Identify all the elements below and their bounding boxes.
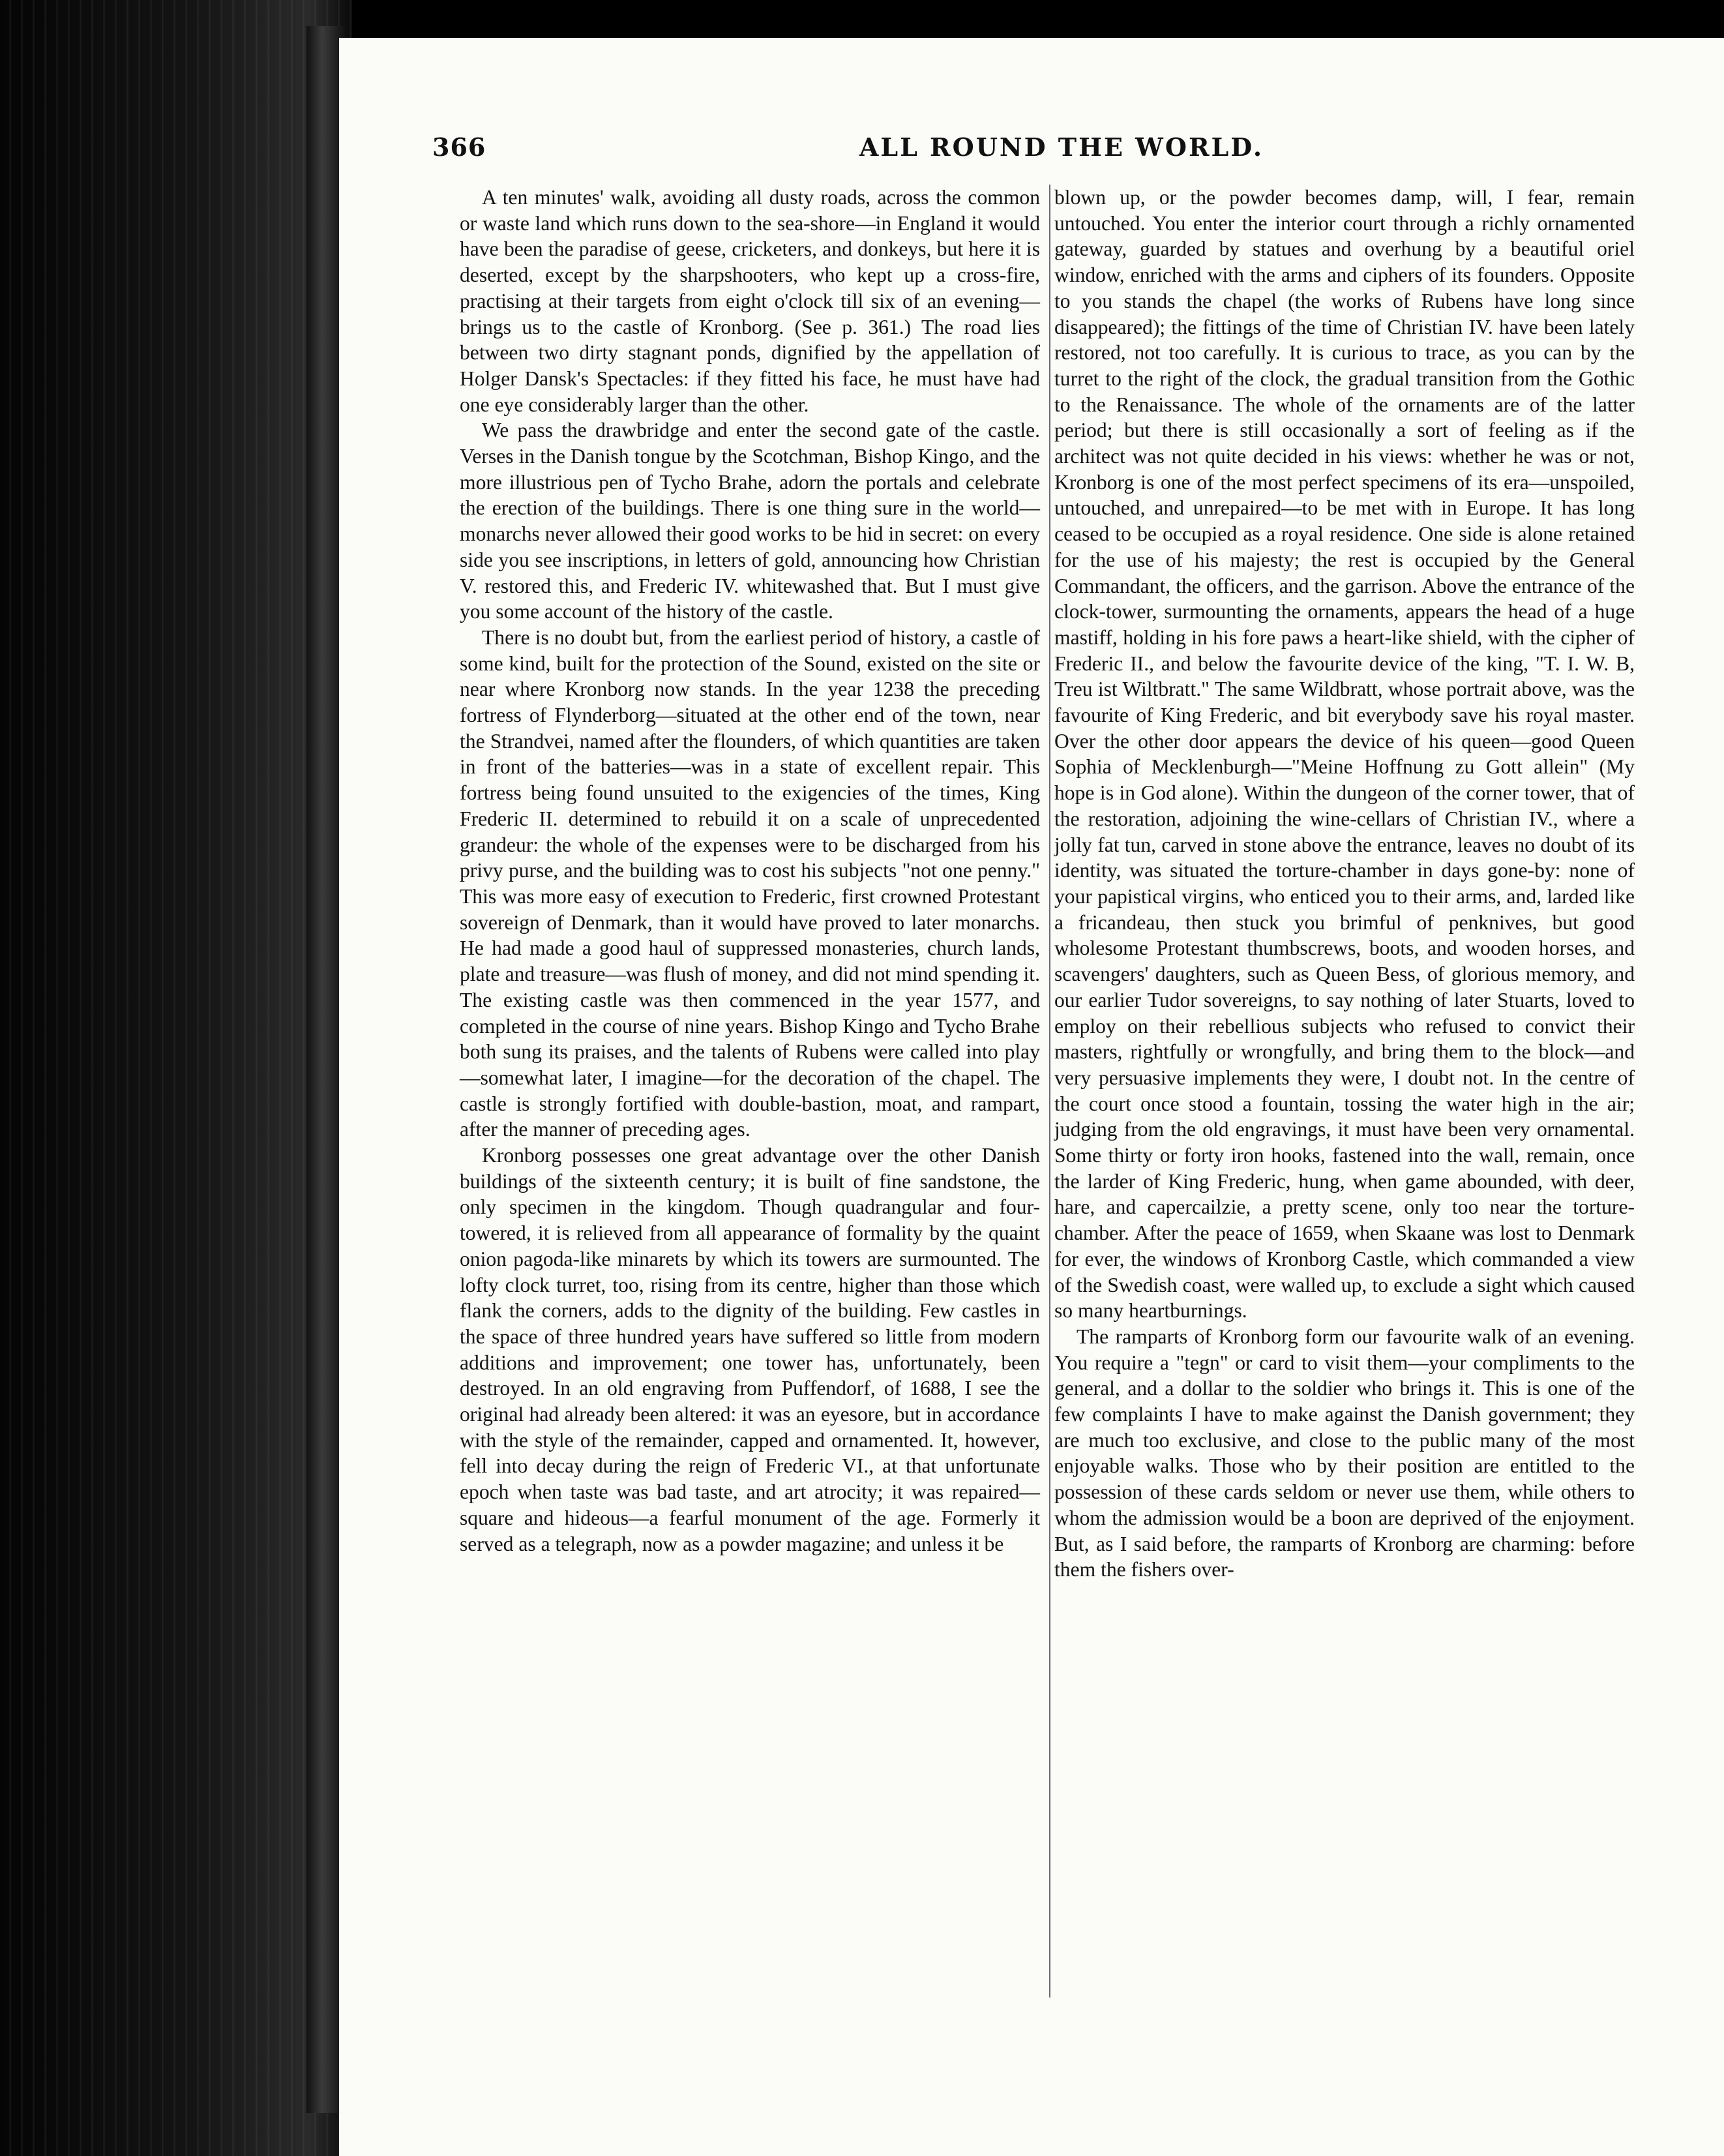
paragraph-walk-to-kronborg: A ten minutes' walk, avoiding all dusty roads, across the common or waste land which runs down to the sea-shore—in England it would have been the paradise of geese, cricketers, and donkeys, but here it is deserted, except by the sharpshooters, who kept up a cross-fire, practising at their targets from eight o'clock till six of an evening—brings us to the castle of Kronborg. (See p. 361.) The road lies between two dirty stagnant ponds, dignified by the appellation of Holger Dansk's Spectacles: if they fitted his face, he must have had one eye considerably larger than the other. bbox=[460, 186, 1040, 416]
running-title: ALL ROUND THE WORLD. bbox=[859, 132, 1264, 162]
page-number: 366 bbox=[432, 132, 486, 162]
left-text-column bbox=[460, 185, 1040, 1557]
paragraph-castle-history: There is no doubt but, from the earliest period of history, a castle of some kind, built for the protection of the Sound, existed on the site or near where Kronborg now stands. In the year 1238 the preceding fortress of Flynderborg—situated at the other end of the town, near the Strandvei, named after the flounders, of which quantities are taken in front of the batteries—was in a state of excellent repair. This fortress being found unsuited to the exigencies of the times, King Frederic II. determined to rebuild it on a scale of unprecedented grandeur: the whole of the expenses were to be discharged from his privy purse, and the building was to cost his subjects "not one penny." This was more easy of execution to Frederic, first crowned Protestant sovereign of Denmark, than it would have proved to later monarchs. He had made a good haul of suppressed monasteries, church lands, plate and treasure—was flush of money, and did not mind spending it. The existing castle was then commenced in the year 1577, and completed in the course of nine years. Bishop Kingo and Tycho Brahe both sung its praises, and the talents of Rubens were called into play—somewhat later, I imagine—for the decoration of the chapel. The castle is strongly fortified with double-bastion, moat, and rampart, after the manner of preceding ages. bbox=[460, 625, 1040, 1141]
column-divider bbox=[1049, 185, 1050, 1998]
running-head bbox=[432, 132, 1691, 172]
book-spine-edge bbox=[0, 0, 352, 2156]
paragraph-interior-court: blown up, or the powder becomes damp, will, I fear, remain untouched. You enter the interior court through a richly ornamented gateway, guarded by statues and overhung by a beautiful oriel window, enriched with the arms and ciphers of its founders. Opposite to you stands the chapel (the works of Rubens have long since disappeared); the fittings of the time of Christian IV. have been lately restored, not too carefully. It is curious to trace, as you can by the turret to the right of the clock, the gradual transition from the Gothic to the Renaissance. The whole of the ornaments are of the latter period; but there is still occasionally a sort of feeling as if the architect was not quite decided in his views: whether he was or not, Kronborg is one of the most perfect specimens of its era—unspoiled, untouched, and unrepaired—to be met with in Europe. It has long ceased to be occupied as a royal residence. One side is alone retained for the use of his majesty; the rest is occupied by the General Commandant, the officers, and the garrison. Above the entrance of the clock-tower, surmounting the ornaments, appears the head of a huge mastiff, holding in his fore paws a heart-like shield, with the cipher of Frederic II., and below the favourite device of the king, "T. I. W. B, Treu ist Wiltbratt." The same Wildbratt, whose portrait above, was the favourite of King Frederic, and bit everybody save his royal master. Over the other door appears the device of his queen—good Queen Sophia of Mecklenburgh—"Meine Hoffnung zu Gott allein" (My hope is in God alone). Within the dungeon of the corner tower, that of the restoration, adjoining the wine-cellars of Christian IV., where a jolly fat tun, carved in stone above the entrance, leaves no doubt of its identity, was situated the torture-chamber in days gone-by: none of your papistical virgins, who enticed you to their arms, and, larded like a fricandeau, then stuck you brimful of penknives, but good wholesome Protestant thumbscrews, boots, and wooden horses, and scavengers' daughters, such as Queen Bess, of glorious memory, and our earlier Tudor sovereigns, to say nothing of later Stuarts, loved to employ on their rebellious subjects who refused to convict their masters, rightfully or wrongfully, and bring them to the block—and very persuasive implements they were, I doubt not. In the centre of the court once stood a fountain, tossing the water high in the air; judging from the old engravings, it must have been very ornamental. Some thirty or forty iron hooks, fastened into the wall, remain, once the larder of King Frederic, hung, when game abounded, with deer, hare, and capercailzie, a pretty scene, only too near the torture-chamber. After the peace of 1659, when Skaane was lost to Denmark for ever, the windows of Kronborg Castle, which commanded a view of the Swedish coast, were walled up, to exclude a sight which caused so many heartburnings. bbox=[1054, 186, 1635, 1323]
paragraph-drawbridge: We pass the drawbridge and enter the second gate of the castle. Verses in the Danish tongue by the Scotchman, Bishop Kingo, and the more illustrious pen of Tycho Brahe, adorn the portals and celebrate the erection of the buildings. There is one thing sure in the world—monarchs never allowed their good works to be hid in secret: on every side you see inscriptions, in letters of gold, announcing how Christian V. restored this, and Frederic IV. whitewashed that. But I must give you some account of the history of the castle. bbox=[460, 419, 1040, 623]
right-text-column bbox=[1054, 185, 1635, 1583]
paragraph-ramparts: The ramparts of Kronborg form our favourite walk of an evening. You require a "tegn" or card to visit them—your compliments to the general, and a dollar to the soldier who brings it. This is one of the few complaints I have to make against the Danish government; they are much too exclusive, and close to the public many of the most enjoyable walks. Those who by their position are entitled to the possession of these cards seldom or never use them, while others to whom the admission would be a boon are deprived of the enjoyment. But, as I said before, the ramparts of Kronborg are charming: before them the fishers over- bbox=[1054, 1325, 1635, 1581]
page-sheet bbox=[339, 38, 1724, 2156]
paragraph-sandstone: Kronborg possesses one great advantage over the other Danish buildings of the sixteenth century; it is built of fine sandstone, the only specimen in the kingdom. Though quadrangular and four-towered, it is relieved from all appearance of formality by the quaint onion pagoda-like minarets by which its towers are surmounted. The lofty clock turret, too, rising from its centre, higher than those which flank the corners, adds to the dignity of the building. Few castles in the space of three hundred years have suffered so little from modern additions and improvement; one tower has, unfortunately, been destroyed. In an old engraving from Puffendorf, of 1688, I see the original had already been altered: it was an eyesore, but in accordance with the style of the remainder, capped and ornamented. It, however, fell into decay during the reign of Frederic VI., at that unfortunate epoch when taste was bad taste, and art atrocity; it was repaired—square and hideous—a fearful monument of the age. Formerly it served as a telegraph, now as a powder magazine; and unless it be bbox=[460, 1144, 1040, 1555]
